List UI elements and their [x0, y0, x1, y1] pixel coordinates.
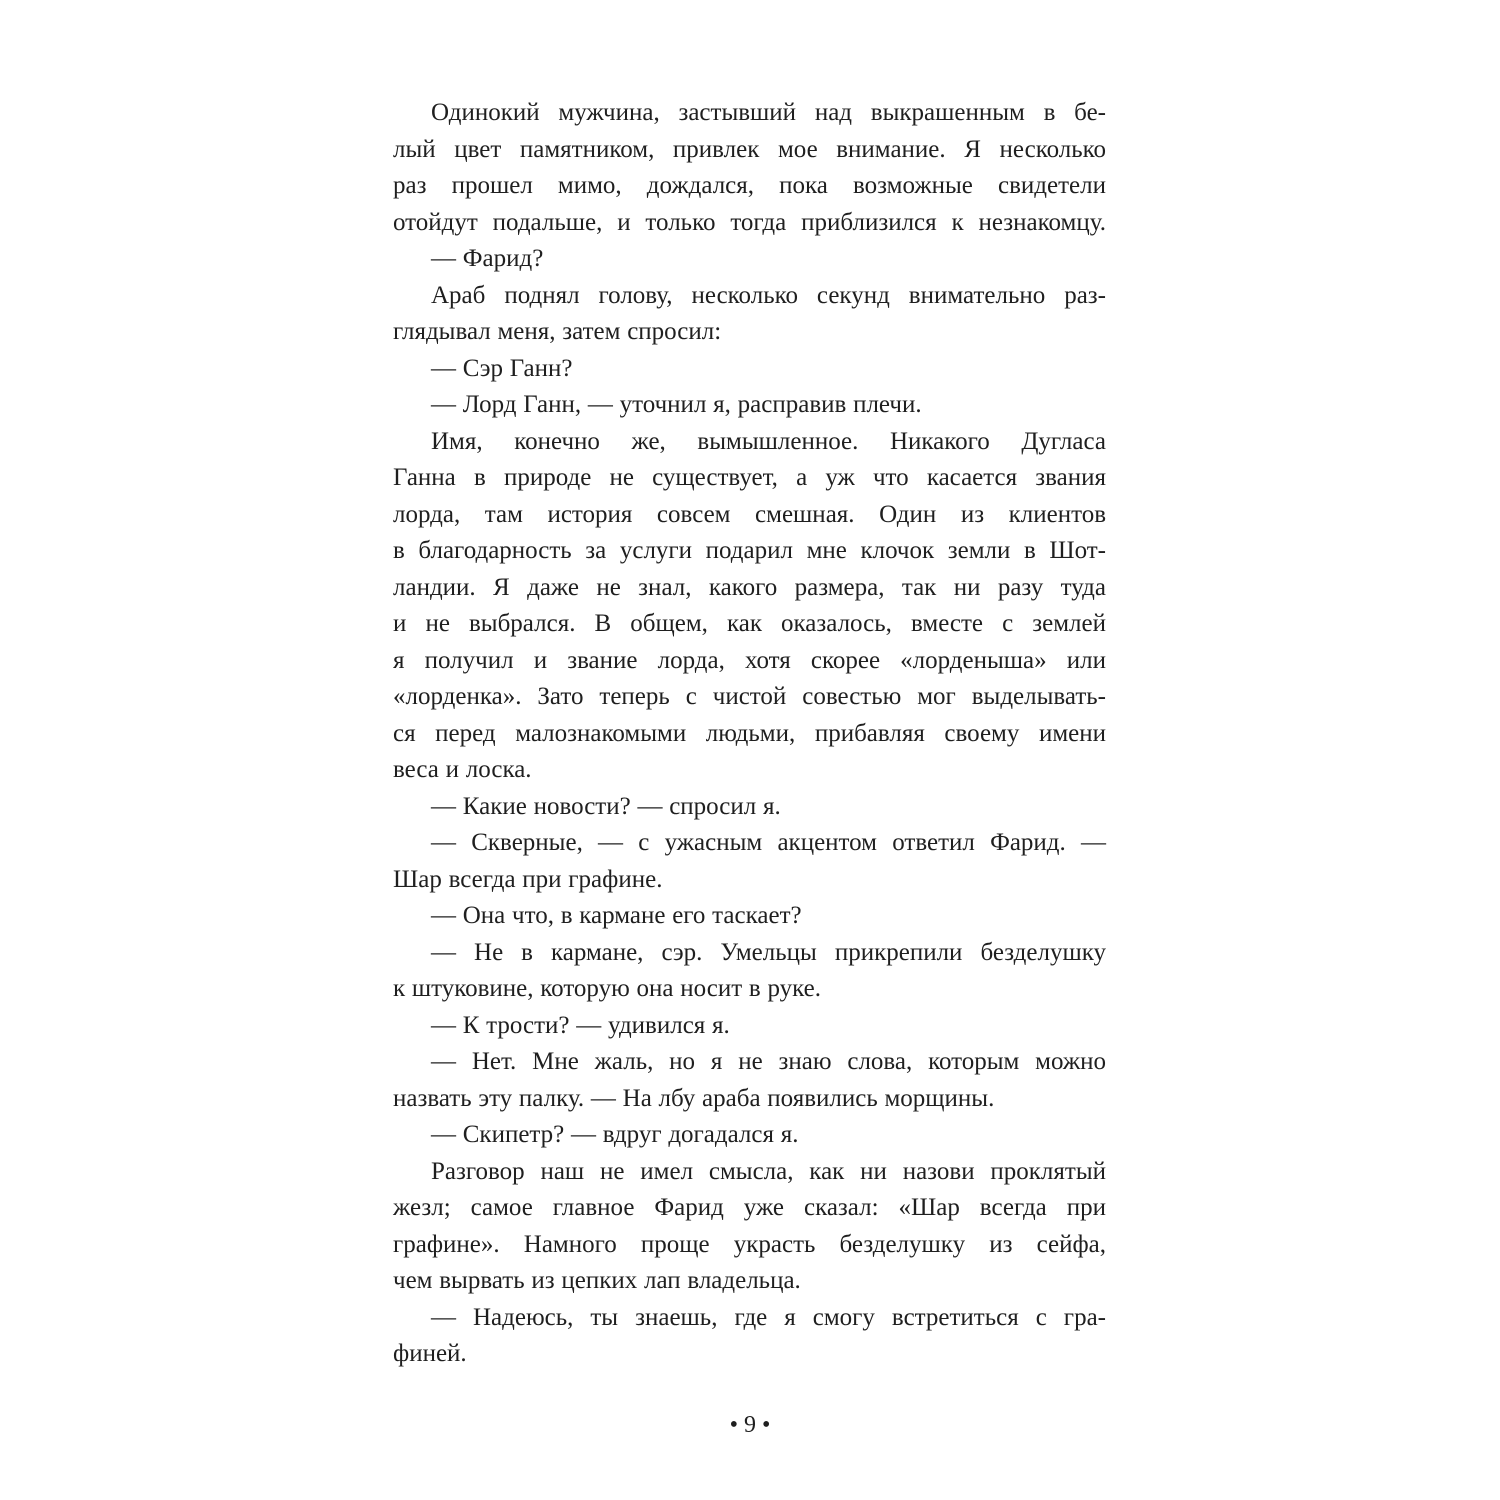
- text-line: — Лорд Ганн, — уточнил я, расправив плечи.: [431, 391, 922, 418]
- body-text: [393, 95, 1106, 1373]
- text-line: я получил и звание лорда, хотя скорее «лорденыша» или: [393, 646, 1106, 674]
- text-line: — Нет. Мне жаль, но я не знаю слова, которым можно: [431, 1048, 1106, 1075]
- text-line: ландии. Я даже не знал, какого размера, так ни разу туда: [393, 573, 1106, 601]
- text-line: лорда, там история совсем смешная. Один из клиентов: [393, 500, 1106, 528]
- text-line: Шар всегда при графине.: [393, 865, 663, 893]
- text-line: — Надеюсь, ты знаешь, где я смогу встретиться с гра-: [431, 1303, 1106, 1331]
- text-line: веса и лоска.: [393, 756, 532, 783]
- text-line: ся перед малознакомыми людьми, прибавляя своему имени: [393, 719, 1106, 747]
- text-line: финей.: [393, 1340, 467, 1367]
- text-line: Араб поднял голову, несколько секунд внимательно раз-: [431, 281, 1106, 309]
- text-line: Ганна в природе не существует, а уж что касается звания: [393, 464, 1106, 491]
- text-line: — Скверные, — с ужасным акцентом ответил Фарид. —: [431, 829, 1106, 856]
- text-line: — Какие новости? — спросил я.: [431, 792, 781, 820]
- text-line: — Фарид?: [431, 245, 544, 272]
- text-line: глядывал меня, затем спросил:: [393, 318, 722, 345]
- text-line: назвать эту палку. — На лбу араба появились морщины.: [393, 1084, 995, 1112]
- text-line: — Скипетр? — вдруг догадался я.: [431, 1121, 799, 1148]
- text-line: — Сэр Ганн?: [431, 354, 573, 382]
- text-line: лый цвет памятником, привлек мое внимание. Я несколько: [393, 135, 1106, 163]
- text-line: в благодарность за услуги подарил мне клочок земли в Шот-: [393, 537, 1106, 564]
- text-line: чем вырвать из цепких лап владельца.: [393, 1267, 801, 1294]
- text-line: Разговор наш не имел смысла, как ни назови проклятый: [431, 1157, 1106, 1185]
- text-line: — Не в кармане, сэр. Умельцы прикрепили безделушку: [431, 938, 1106, 966]
- text-line: «лорденка». Зато теперь с чистой совестью мог выделывать-: [393, 683, 1106, 710]
- text-line: Одинокий мужчина, застывший над выкрашенным в бе-: [431, 99, 1106, 126]
- page-number: • 9 •: [729, 1412, 771, 1438]
- text-line: к штуковине, которую она носит в руке.: [393, 975, 821, 1002]
- text-line: и не выбрался. В общем, как оказалось, вместе с землей: [393, 610, 1106, 637]
- text-line: графине». Намного проще украсть безделушку из сейфа,: [393, 1230, 1106, 1258]
- text-line: отойдут подальше, и только тогда приблизился к незнакомцу.: [393, 208, 1106, 236]
- text-line: раз прошел мимо, дождался, пока возможные свидетели: [393, 172, 1106, 199]
- text-line: жезл; самое главное Фарид уже сказал: «Шар всегда при: [393, 1194, 1106, 1221]
- text-line: Имя, конечно же, вымышленное. Никакого Дугласа: [431, 427, 1106, 455]
- text-line: — К трости? — удивился я.: [431, 1011, 730, 1039]
- text-line: — Она что, в кармане его таскает?: [431, 902, 802, 929]
